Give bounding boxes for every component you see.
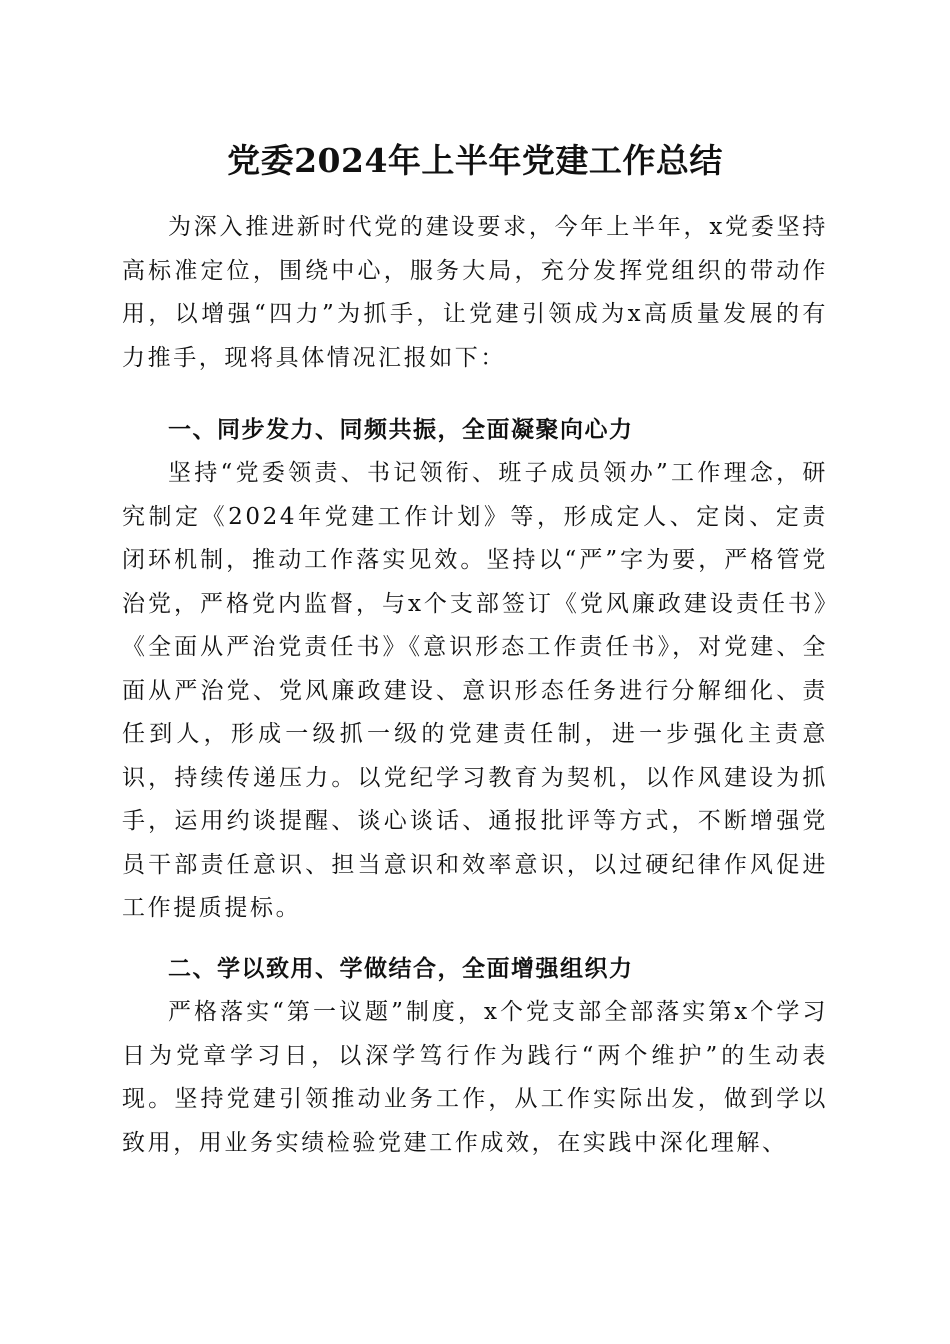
section-2-paragraph: 严格落实“第一议题”制度，x个党支部全部落实第x个学习日为党章学习日，以深学笃行作为践行“两个维护”的生动表现。坚持党建引领推动业务工作，从工作实际出发，做到学以致用，用业务实绩检验党建工作成效，在实践中深化理解、	[122, 999, 828, 1156]
section-1-heading: 一、同步发力、同频共振，全面凝聚向心力	[168, 417, 634, 443]
document-title: 党委2024年上半年党建工作总结	[227, 141, 723, 180]
section-1-paragraph: 坚持“党委领责、书记领衔、班子成员领办”工作理念，研究制定《2024年党建工作计划》等，形成定人、定岗、定责闭环机制，推动工作落实见效。坚持以“严”字为要，严格管党治党，严格党内监督，与x个支部签订《党风廉政建设责任书》《全面从严治党责任书》《意识形态工作责任书》，对党建、全面从严治党、党风廉政建设、意识形态任务进行分解细化、责任到人，形成一级抓一级的党建责任制，进一步强化主责意识，持续传递压力。以党纪学习教育为契机，以作风建设为抓手，运用约谈提醒、谈心谈话、通报批评等方式，不断增强党员干部责任意识、担当意识和效率意识，以过硬纪律作风促进工作提质提标。	[122, 460, 828, 921]
section-2-heading: 二、学以致用、学做结合，全面增强组织力	[168, 956, 634, 982]
intro-paragraph: 为深入推进新时代党的建设要求，今年上半年，x党委坚持高标准定位，围绕中心，服务大局，充分发挥党组织的带动作用，以增强“四力”为抓手，让党建引领成为x高质量发展的有力推手，现将具体情况汇报如下：	[122, 214, 828, 371]
